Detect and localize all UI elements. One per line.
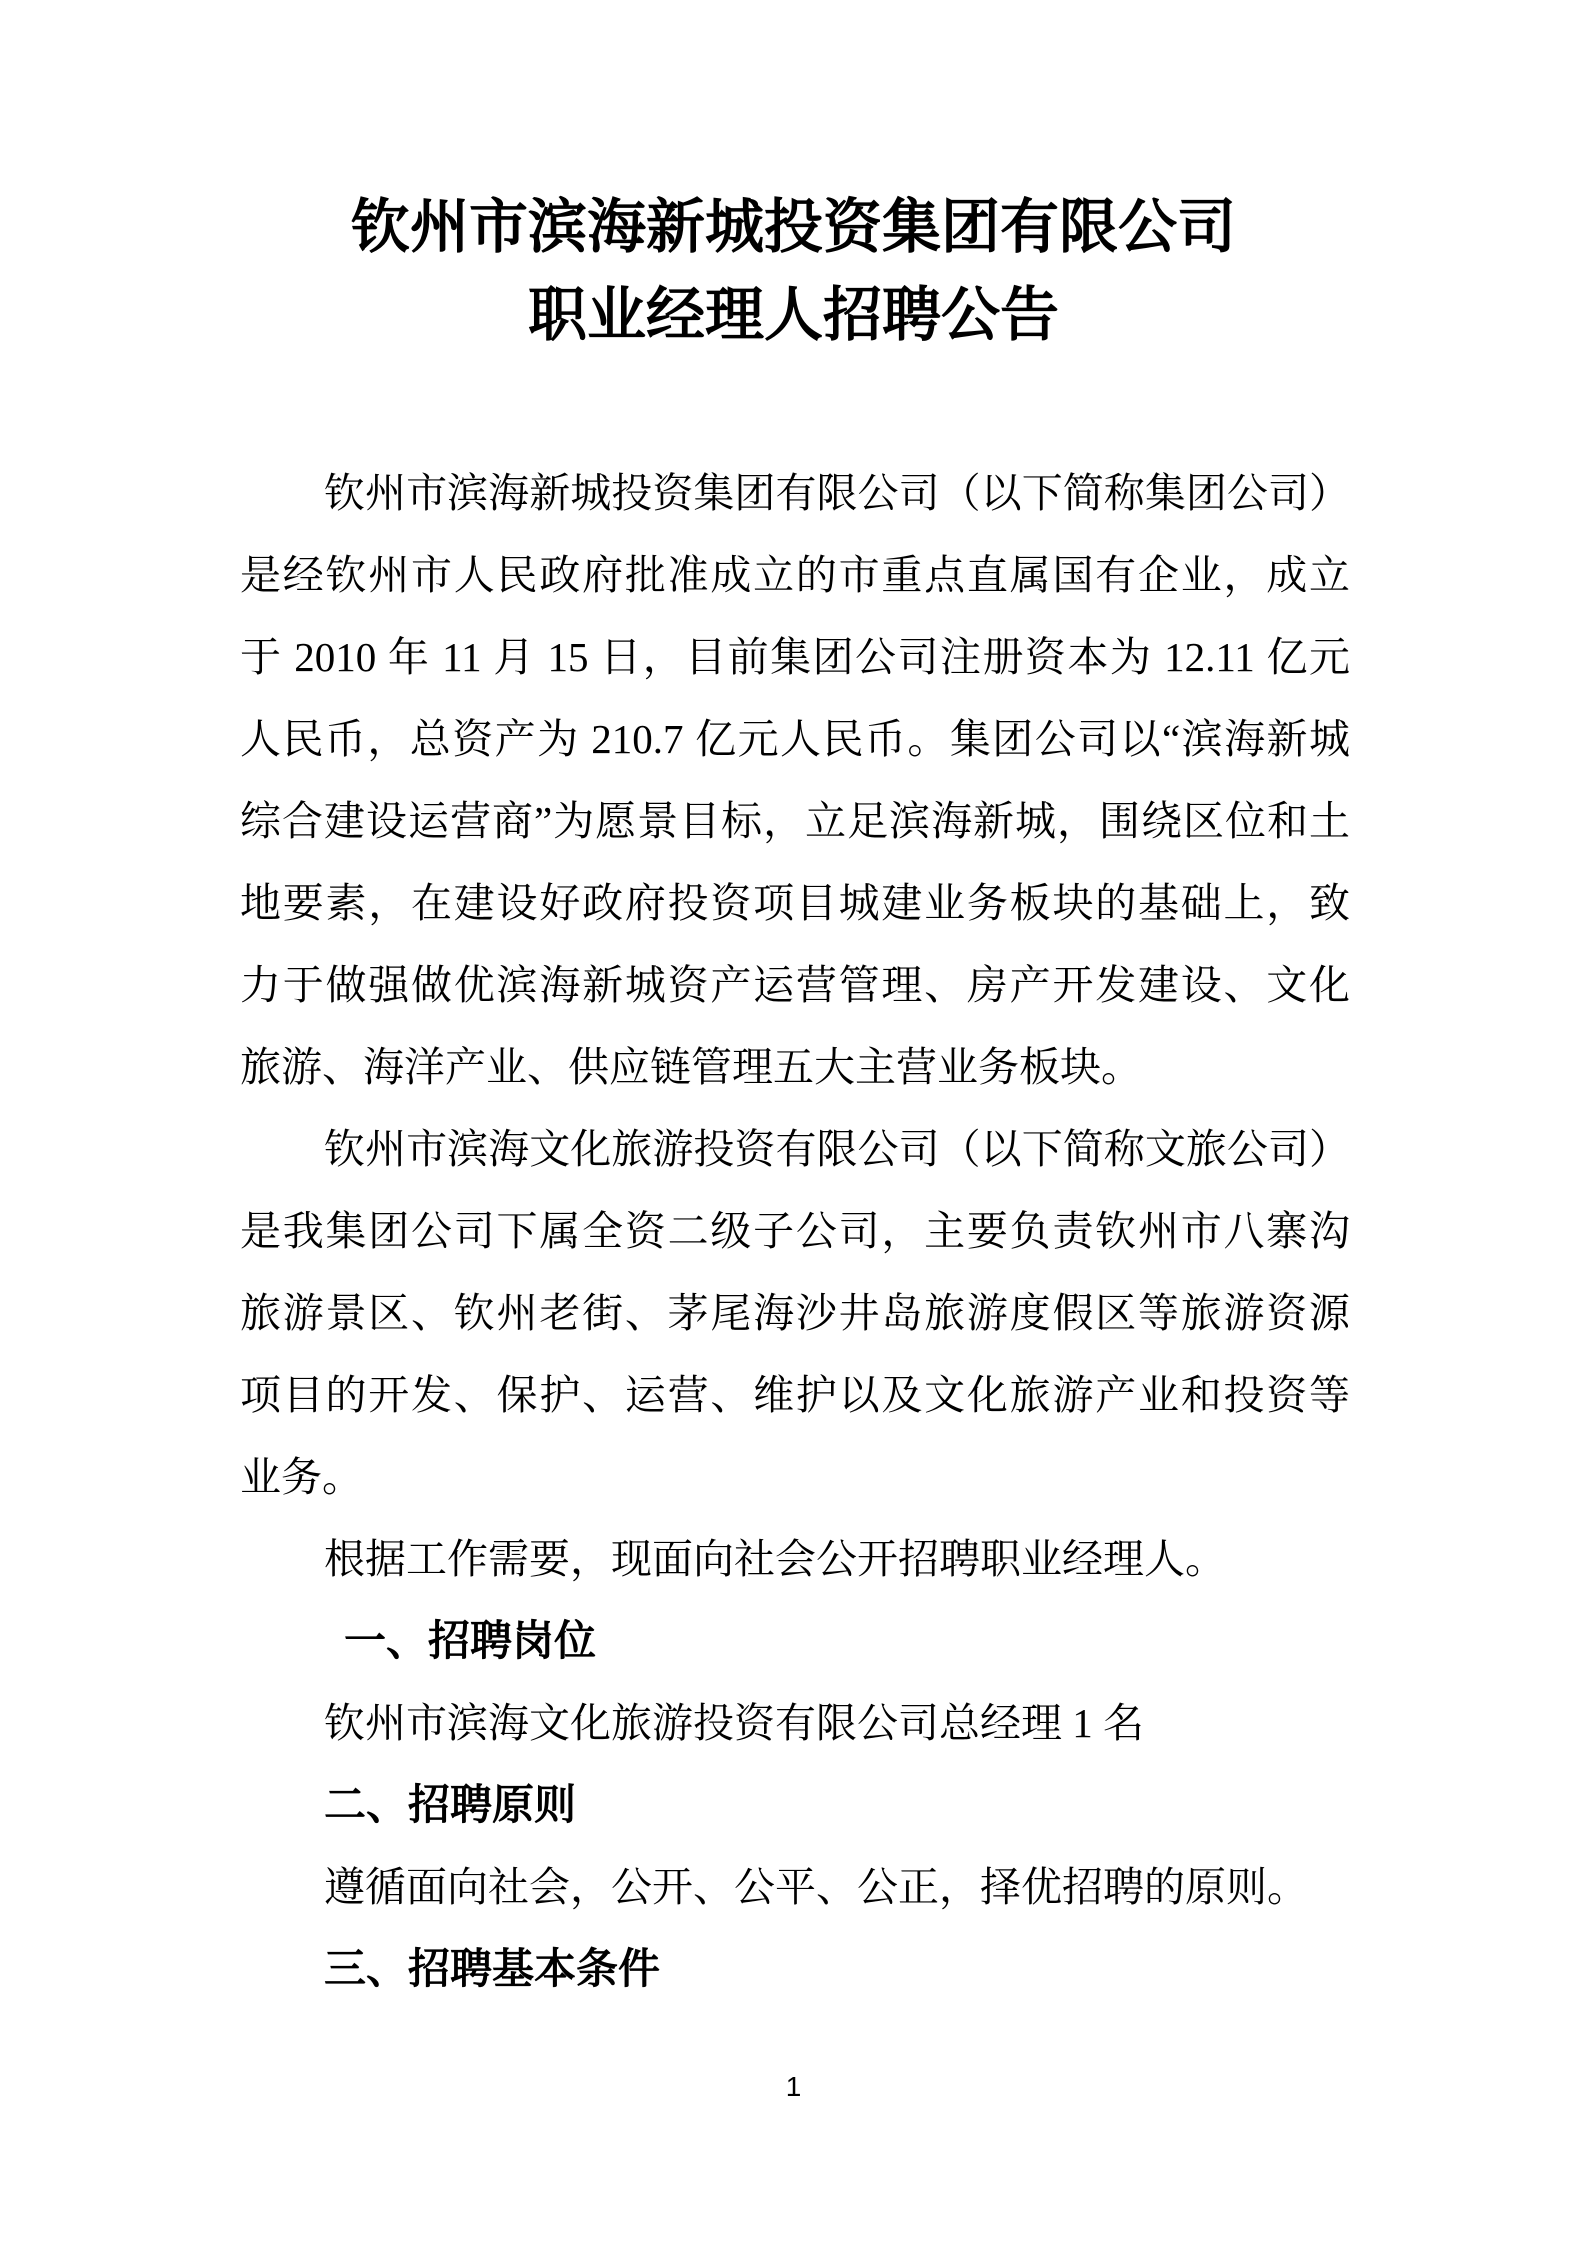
paragraph-line: 综合建设运营商”为愿景目标，立足滨海新城，围绕区位和土 xyxy=(240,798,1350,844)
paragraph-line: 是经钦州市人民政府批准成立的市重点直属国有企业，成立 xyxy=(240,552,1350,598)
paragraph-line: 力于做强做优滨海新城资产运营管理、房产开发建设、文化 xyxy=(240,962,1350,1008)
paragraph-line: 根据工作需要，现面向社会公开招聘职业经理人。 xyxy=(324,1536,1226,1582)
section-heading-1: 一、招聘岗位 xyxy=(344,1617,597,1664)
section-2-body: 遵循面向社会，公开、公平、公正，择优招聘的原则。 xyxy=(324,1864,1308,1910)
paragraph-line: 于 2010 年 11 月 15 日，目前集团公司注册资本为 12.11 亿元 xyxy=(240,634,1350,680)
section-1-body: 钦州市滨海文化旅游投资有限公司总经理 1 名 xyxy=(324,1700,1144,1746)
title-line-2: 职业经理人招聘公告 xyxy=(527,282,1059,348)
section-heading-2: 二、招聘原则 xyxy=(324,1781,577,1828)
paragraph-line: 旅游景区、钦州老街、茅尾海沙井岛旅游度假区等旅游资源 xyxy=(240,1290,1350,1336)
section-heading-3: 三、招聘基本条件 xyxy=(324,1945,661,1992)
paragraph-line: 是我集团公司下属全资二级子公司，主要负责钦州市八寨沟 xyxy=(240,1208,1350,1254)
paragraph-line: 旅游、海洋产业、供应链管理五大主营业务板块。 xyxy=(240,1044,1142,1090)
page-number: 1 xyxy=(785,2071,802,2102)
document-body xyxy=(240,452,1350,2010)
paragraph-line: 业务。 xyxy=(240,1454,363,1500)
paragraph-line: 人民币，总资产为 210.7 亿元人民币。集团公司以“滨海新城 xyxy=(240,716,1350,762)
document-title xyxy=(0,183,1587,359)
paragraph-line: 钦州市滨海新城投资集团有限公司（以下简称集团公司） xyxy=(324,470,1350,516)
title-line-1: 钦州市滨海新城投资集团有限公司 xyxy=(350,194,1236,260)
paragraph-line: 地要素，在建设好政府投资项目城建业务板块的基础上，致 xyxy=(240,880,1350,926)
paragraph-line: 项目的开发、保护、运营、维护以及文化旅游产业和投资等 xyxy=(240,1372,1350,1418)
paragraph-line: 钦州市滨海文化旅游投资有限公司（以下简称文旅公司） xyxy=(324,1126,1350,1172)
